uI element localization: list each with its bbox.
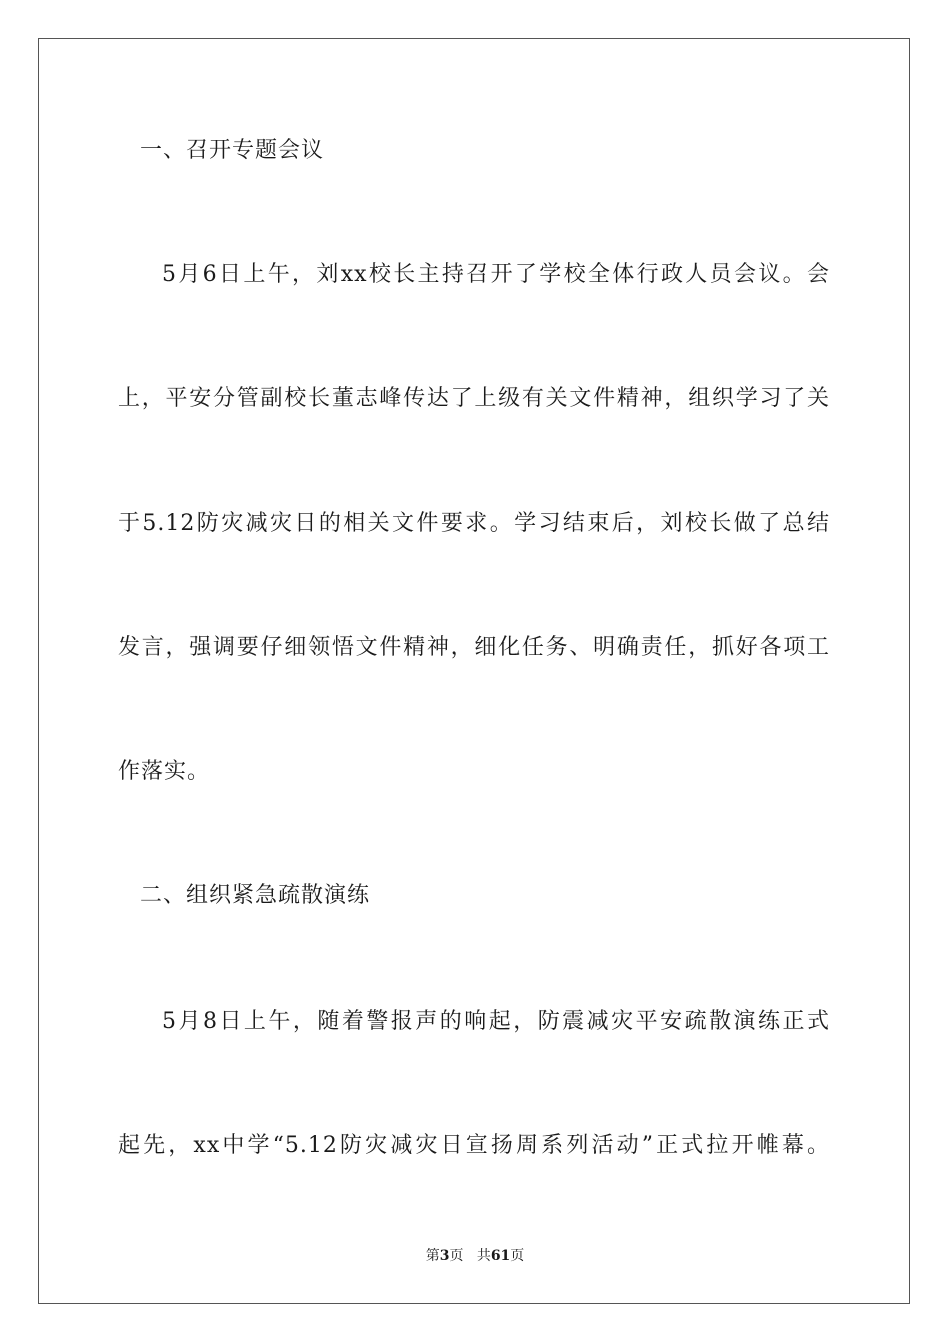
- section2-heading: 二、组织紧急疏散演练: [140, 883, 371, 908]
- section1-line-4: 发言，强调要仔细领悟文件精神，细化任务、明确责任，抓好各项工: [118, 635, 830, 660]
- section1-line-2: 上，平安分管副校长董志峰传达了上级有关文件精神，组织学习了关: [118, 386, 830, 411]
- section1-line-1: 5月6日上午，刘xx校长主持召开了学校全体行政人员会议。会: [162, 262, 830, 287]
- footer-prefix: 第: [425, 1248, 440, 1264]
- section2-line-1: 5月8日上午，随着警报声的响起，防震减灾平安疏散演练正式: [162, 1009, 830, 1034]
- footer-total-prefix: 共: [476, 1248, 491, 1264]
- section1-line-5: 作落实。: [118, 759, 211, 784]
- page-footer: [0, 1247, 950, 1265]
- footer-total-pages: 61: [490, 1248, 511, 1264]
- footer-total-unit: 页: [510, 1248, 525, 1264]
- section1-line-3: 于5.12防灾减灾日的相关文件要求。学习结束后，刘校长做了总结: [118, 511, 830, 536]
- footer-current-page: 3: [439, 1248, 450, 1264]
- footer-page-unit: 页: [449, 1248, 464, 1264]
- page-border: [38, 38, 910, 1304]
- section2-line-2: 起先，xx中学“5.12防灾减灾日宣扬周系列活动”正式拉开帷幕。: [118, 1133, 830, 1158]
- section1-heading: 一、召开专题会议: [140, 138, 325, 163]
